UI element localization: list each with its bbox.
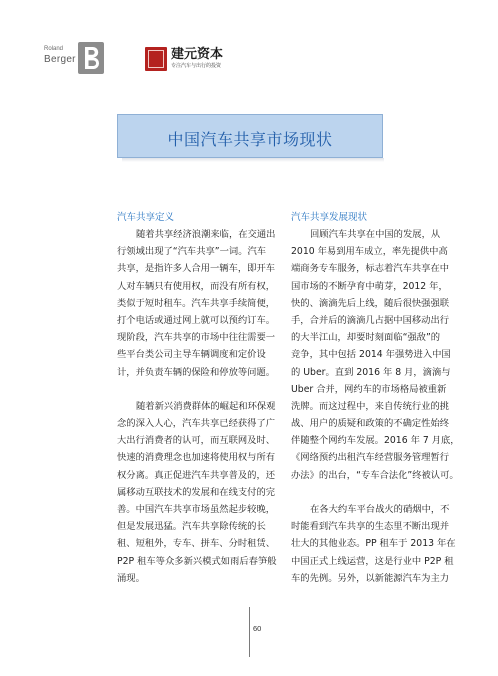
text-line: 属移动互联技术的发展和在线支付的完	[117, 486, 276, 498]
text-line: 快的、滴滴先后上线，随后很快强强联	[291, 297, 450, 309]
title-banner	[117, 114, 383, 158]
text-line: 端商务专车服务，标志着汽车共享在中	[291, 263, 450, 275]
roland-berger-logo	[44, 42, 106, 74]
text-line: 计，并负责车辆的保险和停放等问题。	[117, 366, 276, 378]
text-line: 类似于短时租车。汽车共享手续简便，	[117, 297, 276, 309]
jianyuan-capital-logo	[145, 47, 255, 75]
text-line: 人对车辆只有使用权，而没有所有权，	[117, 280, 276, 292]
text-line: 的 Uber。直到 2016 年 8 月，滴滴与	[291, 366, 451, 378]
text-line: 车的先例。另外，以新能源汽车为主力	[291, 572, 450, 584]
text-line: 快速的消费理念也加速将使用权与所有	[117, 452, 276, 464]
text-line: 办法》的出台，“专车合法化”终被认可。	[291, 469, 459, 481]
text-line: 共享，是指许多人合用一辆车，即开车	[117, 263, 276, 275]
text-line: 随着新兴消费群体的崛起和环保观	[136, 400, 276, 412]
text-line: 伴随整个网约车发展。2016 年 7 月底，	[291, 435, 460, 447]
text-line: 洗牌。而这过程中，来自传统行业的挑	[291, 400, 450, 412]
logo-name: Berger	[44, 54, 76, 65]
text-line: 壮大的其他业态。PP 租车于 2013 年在	[291, 538, 456, 550]
left-column-body	[117, 226, 277, 587]
footer-divider	[249, 607, 250, 657]
text-line: 竞争，其中包括 2014 年强势进入中国	[291, 349, 451, 361]
text-line: 战、用户的质疑和政策的不确定性始终	[291, 418, 450, 430]
right-column-body	[291, 226, 460, 587]
paragraph-gap	[117, 381, 248, 398]
text-line: 行领域出现了“汽车共享”一词。汽车	[117, 246, 267, 258]
page-title: 中国汽车共享市场现状	[167, 130, 333, 149]
text-line: 但是发展迅猛。汽车共享除传统的长	[117, 521, 266, 533]
right-column-heading: 汽车共享发展现状	[291, 212, 368, 223]
text-line: Uber 合并，网约车的市场格局被重新	[291, 383, 447, 395]
text-line: 些平台类公司主导车辆调度和定价设	[117, 349, 266, 361]
brand-name: 建元资本	[171, 47, 224, 62]
text-line: 随着共享经济浪潮来临，在交通出	[136, 229, 276, 240]
banner-shadow	[122, 158, 384, 162]
text-line: 大出行消费者的认可，而互联网及时、	[117, 435, 276, 447]
text-line: 租、短租外，专车、拼车、分时租赁、	[117, 538, 276, 550]
logo-b-icon	[78, 42, 104, 74]
text-line: 时能看到汽车共享的生态里不断出现并	[291, 521, 450, 533]
text-line: 2010 年易到用车成立，率先提供中高	[291, 246, 448, 258]
text-line: 善。中国汽车共享市场虽然起步较晚，	[117, 504, 276, 515]
logo-small-text: Roland	[44, 46, 64, 52]
text-line: 回顾汽车共享在中国的发展，从	[310, 229, 441, 240]
text-line: P2P 租车等众多新兴模式如雨后春笋般	[117, 555, 277, 567]
text-line: 打个电话或通过网上就可以预约订车。	[117, 314, 276, 326]
text-line: 念的深入人心，汽车共享已经获得了广	[117, 418, 276, 430]
seal-icon	[145, 47, 167, 71]
left-column-heading: 汽车共享定义	[117, 212, 175, 223]
page-number: 60	[253, 624, 262, 633]
text-line: 《网络预约出租汽车经营服务管理暂行	[291, 452, 450, 464]
text-line: 权分离。真正促进汽车共享普及的，还	[117, 469, 276, 481]
text-line: 中国正式上线运营，这是行业中 P2P 租	[291, 555, 454, 567]
text-line: 的大半江山，却要时刻面临“强敌”的	[291, 332, 441, 344]
text-line: 现阶段，汽车共享的市场中往往需要一	[117, 332, 276, 344]
brand-tagline: 专注汽车与出行的投资	[171, 63, 222, 69]
paragraph-gap	[291, 484, 433, 501]
text-line: 国市场的不断孕育中萌芽，2012 年，	[291, 280, 448, 292]
text-line: 手，合并后的滴滴几占据中国移动出行	[291, 314, 450, 326]
text-line: 涌现。	[117, 572, 145, 584]
text-line: 在各大约车平台战火的硝烟中，不	[310, 504, 450, 515]
